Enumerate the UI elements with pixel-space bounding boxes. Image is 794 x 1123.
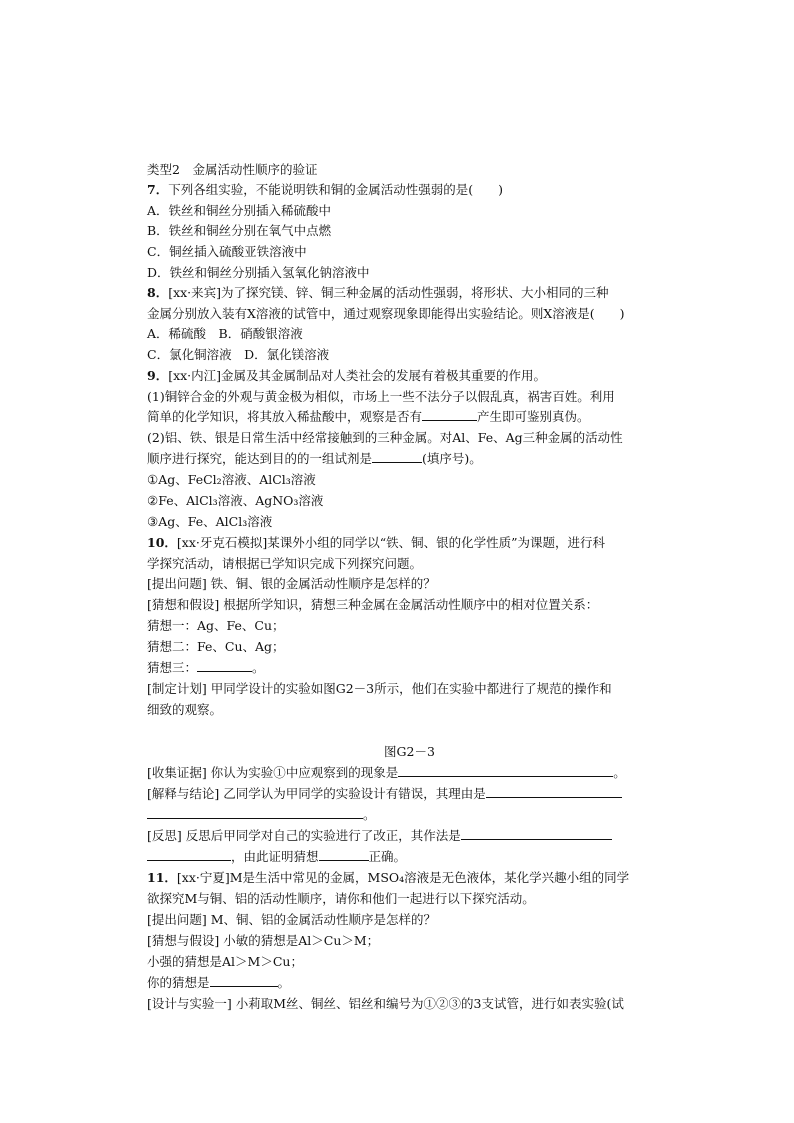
question-text: [xx·宁夏]M是生活中常见的金属，MSO₄溶液是无色液体，某化学兴趣小组的同学 (176, 870, 630, 885)
section-plan-cont: 细致的观察。 (147, 702, 223, 717)
question-number: 7． (147, 182, 169, 197)
answer-blank[interactable] (461, 826, 612, 840)
section-question: [提出问题] 铁、铜、银的金属活动性顺序是怎样的？ (147, 576, 436, 591)
question-11 (147, 868, 629, 888)
section-hypothesis: [猜想与假设] 小敏的猜想是Al＞Cu＞M； (147, 933, 380, 948)
option-b: B．铁丝和铜丝分别在氧气中点燃 (147, 223, 332, 238)
question-text: [xx·牙克石模拟]某课外小组的同学以“铁、铜、银的化学性质”为课题，进行科 (176, 535, 606, 550)
sub-question-2: (2)铝、铁、银是日常生活中经常接触到的三种金属。对Al、Fe、Ag三种金属的活动性 (147, 430, 623, 445)
sub-question-1-cont (147, 407, 590, 427)
question-text: 下列各组实验，不能说明铁和铜的金属活动性强弱的是( ) (168, 182, 503, 197)
options-ab: A．稀硫酸 B．硝酸银溶液 (147, 326, 303, 341)
answer-blank[interactable] (197, 658, 252, 672)
option-d: D．铁丝和铜丝分别插入氢氧化钠溶液中 (147, 265, 370, 280)
options-cd: C．氯化铜溶液 D．氯化镁溶液 (147, 347, 330, 362)
answer-blank[interactable] (486, 784, 622, 798)
text: 。 (363, 807, 376, 822)
question-text: [xx·内江]金属及其金属制品对人类社会的发展有着极其重要的作用。 (168, 368, 547, 383)
question-10 (147, 533, 605, 553)
reagent-option-3: ③Ag、Fe、AlCl₃溶液 (147, 514, 273, 529)
section-reflection (147, 826, 612, 846)
section-conclusion (147, 784, 622, 804)
question-number: 9． (147, 368, 169, 383)
text: [解释与结论] 乙同学认为甲同学的实验设计有错误，其理由是 (147, 786, 486, 801)
text: 。 (277, 975, 291, 990)
sub-question-1: (1)铜锌合金的外观与黄金极为相似，市场上一些不法分子以假乱真，祸害百姓。利用 (147, 389, 615, 404)
text: 顺序进行探究，能达到目的的一组试剂是 (147, 451, 373, 466)
section-reflection-cont (147, 847, 406, 867)
text: 产生即可鉴别真伪。 (477, 409, 590, 424)
section-question: [提出问题] M、铜、铝的金属活动性顺序是怎样的？ (147, 912, 437, 927)
reagent-option-2: ②Fe、AlCl₃溶液、AgNO₃溶液 (147, 493, 324, 508)
question-text-cont: 学探究活动，请根据已学知识完成下列探究问题。 (147, 556, 423, 571)
answer-blank[interactable] (319, 847, 369, 861)
guess-xiaoqiang: 小强的猜想是Al＞M＞Cu； (147, 954, 303, 969)
guess-2: 猜想二：Fe、Cu、Ag； (147, 639, 285, 654)
question-number: 10． (147, 535, 177, 550)
question-number: 8． (147, 285, 169, 300)
guess-3 (147, 658, 265, 678)
option-a: A．铁丝和铜丝分别插入稀硫酸中 (147, 203, 332, 218)
figure-caption: 图G2－3 (384, 744, 435, 759)
text: [反思] 反思后甲同学对自己的实验进行了改正，其作法是 (147, 828, 461, 843)
answer-blank[interactable] (372, 449, 422, 463)
question-number: 11． (147, 870, 177, 885)
text: 。 (613, 765, 626, 780)
section-heading: 类型2 金属活动性顺序的验证 (147, 162, 318, 177)
question-7 (147, 180, 503, 200)
question-8 (147, 283, 609, 303)
guess-yours (147, 973, 290, 993)
text: 猜想三： (147, 660, 198, 675)
question-text: [xx·来宾]为了探究镁、锌、铜三种金属的活动性强弱，将形状、大小相同的三种 (168, 285, 609, 300)
answer-blank[interactable] (398, 763, 613, 777)
text: 简单的化学知识，将其放入稀盐酸中，观察是否有 (147, 409, 423, 424)
text: [收集证据] 你认为实验①中应观察到的现象是 (147, 765, 399, 780)
answer-blank[interactable] (147, 805, 363, 819)
section-evidence (147, 763, 626, 783)
text: 你的猜想是 (147, 975, 210, 990)
question-text-cont: 金属分别放入装有X溶液的试管中，通过观察现象即能得出实验结论。则X溶液是( ) (147, 306, 625, 321)
answer-blank[interactable] (210, 973, 278, 987)
sub-question-2-cont (147, 449, 482, 469)
answer-blank[interactable] (422, 407, 477, 421)
question-text-cont: 欲探究M与铜、铝的活动性顺序，请你和他们一起进行以下探究活动。 (147, 891, 535, 906)
text: (填序号)。 (422, 451, 482, 466)
text: ，由此证明猜想 (231, 849, 319, 864)
section-plan: [制定计划] 甲同学设计的实验如图G2－3所示，他们在实验中都进行了规范的操作和 (147, 681, 612, 696)
question-9 (147, 366, 546, 386)
section-hypothesis: [猜想和假设] 根据所学知识，猜想三种金属在金属活动性顺序中的相对位置关系： (147, 597, 599, 612)
section-conclusion-cont (147, 805, 376, 825)
text: 。 (252, 660, 265, 675)
reagent-option-1: ①Ag、FeCl₂溶液、AlCl₃溶液 (147, 472, 316, 487)
answer-blank[interactable] (147, 847, 231, 861)
text: 正确。 (368, 849, 407, 864)
section-experiment-1: [设计与实验一] 小莉取M丝、铜丝、铝丝和编号为①②③的3支试管，进行如表实验(试 (147, 996, 624, 1011)
guess-1: 猜想一：Ag、Fe、Cu； (147, 618, 285, 633)
option-c: C．铜丝插入硫酸亚铁溶液中 (147, 244, 307, 259)
